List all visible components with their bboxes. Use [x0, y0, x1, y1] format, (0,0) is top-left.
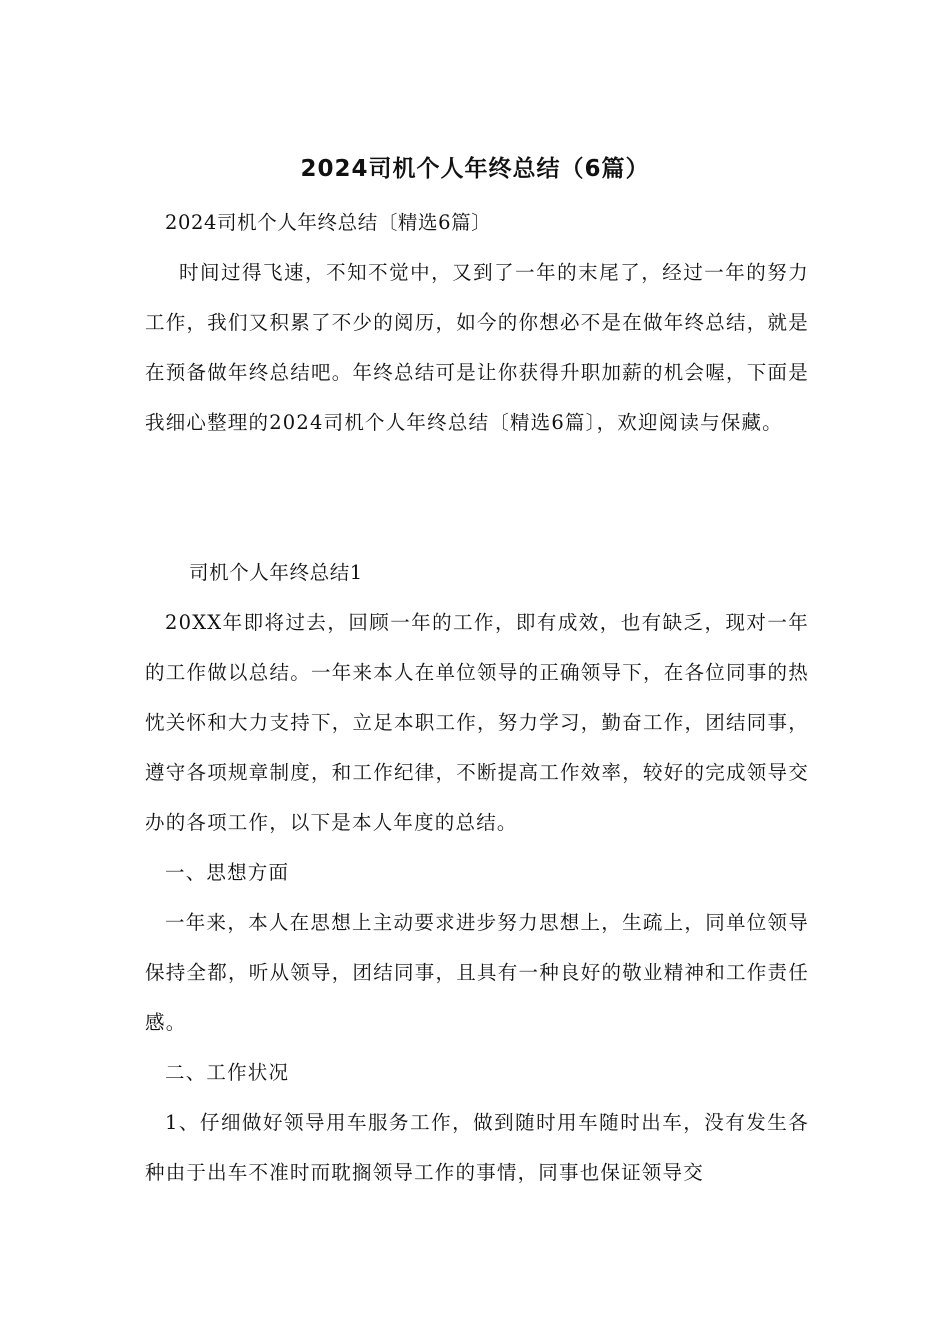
- heading-thought: 一、思想方面: [165, 861, 290, 884]
- document-subtitle: 2024司机个人年终总结〔精选6篇〕: [165, 211, 492, 234]
- section-title-1: 司机个人年终总结1: [189, 561, 363, 584]
- intro-paragraph: 时间过得飞速，不知不觉中，又到了一年的末尾了，经过一年的努力工作，我们又积累了不少的阅历，如今的你想必不是在做年终总结，就是在预备做年终总结吧。年终总结可是让你获得升职加薪的机会喔，下面是我细心整理的2024司机个人年终总结〔精选6篇〕，欢迎阅读与保藏。: [145, 261, 809, 434]
- section-1-paragraph: 20XX年即将过去，回顾一年的工作，即有成效，也有缺乏，现对一年的工作做以总结。一年来本人在单位领导的正确领导下，在各位同事的热忱关怀和大力支持下，立足本职工作，努力学习，勤奋工作，团结同事，遵守各项规章制度，和工作纪律，不断提高工作效率，较好的完成领导交办的各项工作，以下是本人年度的总结。: [145, 611, 809, 834]
- thought-paragraph: 一年来，本人在思想上主动要求进步努力思想上，生疏上，同单位领导保持全都，听从领导，团结同事，且具有一种良好的敬业精神和工作责任感。: [145, 911, 809, 1034]
- heading-work-status: 二、工作状况: [165, 1061, 290, 1084]
- work-status-paragraph: 1、仔细做好领导用车服务工作，做到随时用车随时出车，没有发生各种由于出车不准时而耽搁领导工作的事情，同事也保证领导交: [145, 1111, 809, 1184]
- document-title: 2024司机个人年终总结（6篇）: [300, 156, 650, 182]
